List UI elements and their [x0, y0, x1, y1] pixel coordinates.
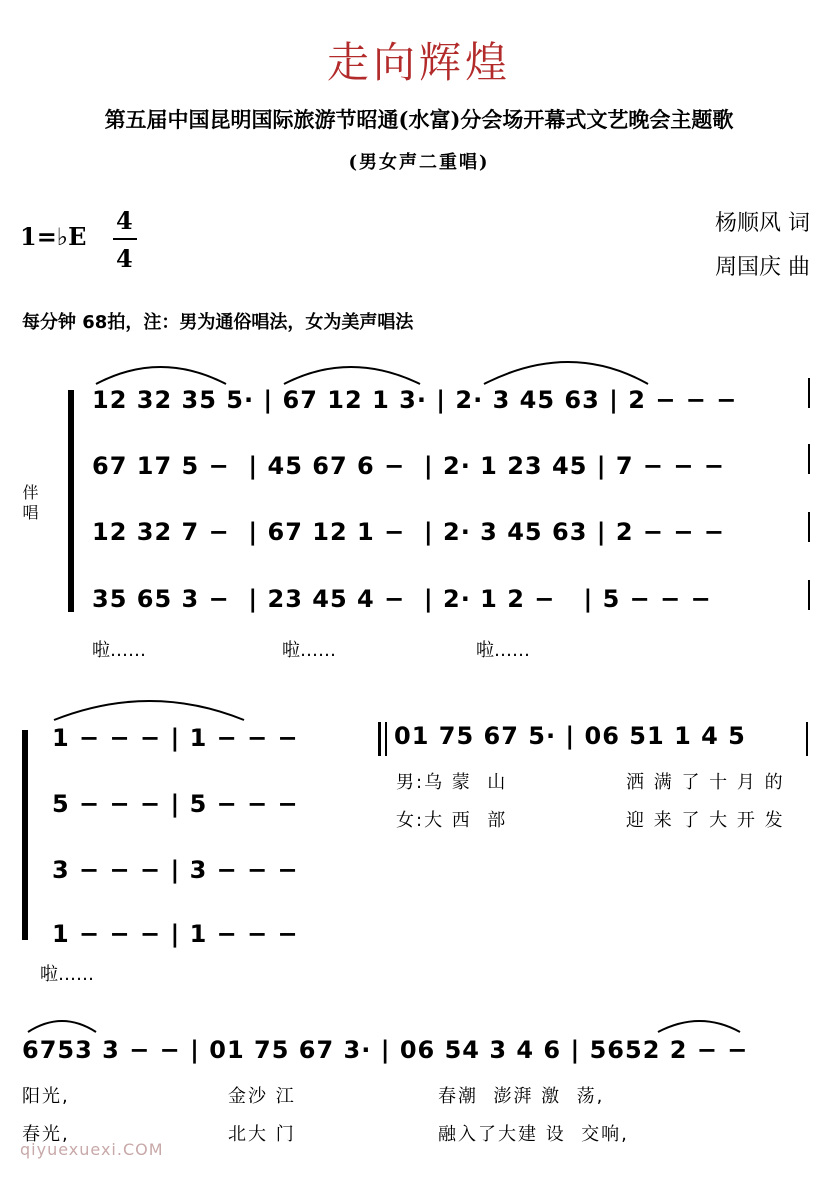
melody-line: 01 75 67 5· | 06 51 1 4 5 — [394, 722, 746, 750]
female-lyric: 女:大 西 部 — [396, 810, 508, 831]
song-performance-note: (男女声二重唱) — [348, 152, 490, 173]
time-signature-bottom: 4 — [116, 244, 133, 273]
score-line: 35 65 3 − | 23 45 4 − | 2· 1 2 − | 5 − − − — [92, 585, 712, 613]
score-line: 67 17 5 − | 45 67 6 − | 2· 1 23 45 | 7 − − − — [92, 452, 725, 480]
song-title: 走向辉煌 — [326, 38, 511, 87]
vocalise-la: 啦…… — [282, 640, 336, 661]
vocalise-la: 啦…… — [92, 640, 146, 661]
score-line: 3 − − − | 3 − − − — [52, 856, 299, 884]
song-subtitle: 第五届中国昆明国际旅游节昭通(水富)分会场开幕式文艺晚会主题歌 — [104, 107, 734, 132]
vocalise-la: 啦…… — [476, 640, 530, 661]
lyric: 春光, — [22, 1124, 70, 1145]
slur-arc — [284, 367, 420, 384]
melody-line: 6753 3 − − | 01 75 67 3· | 06 54 3 4 6 | 5652 2 − − — [22, 1036, 749, 1064]
score-line: 12 32 35 5· | 67 12 1 3· | 2· 3 45 63 | 2 − − − — [92, 386, 738, 414]
slur-arc — [658, 1021, 740, 1032]
tempo-note: 每分钟 68拍，注：男为通俗唱法，女为美声唱法 — [22, 312, 414, 333]
male-lyric: 男:乌 蒙 山 — [396, 772, 508, 793]
key-signature: 1=♭E — [20, 222, 87, 251]
lyricist-credit: 杨顺风 词 — [715, 211, 810, 236]
watermark: qiyuexuexi.COM — [20, 1140, 164, 1159]
male-lyric: 洒 满 了 十 月 的 — [626, 772, 785, 793]
score-line: 5 − − − | 5 − − − — [52, 790, 299, 818]
score-line: 1 − − − | 1 − − − — [52, 920, 299, 948]
slur-arc — [96, 367, 226, 384]
composer-credit: 周国庆 曲 — [715, 255, 810, 280]
slur-arc — [54, 701, 244, 720]
time-signature-top: 4 — [116, 206, 133, 235]
lyric: 融入了大建 设 交响, — [438, 1124, 629, 1145]
chorus-label: 伴唱 — [20, 484, 39, 524]
lyric: 金沙 江 — [228, 1086, 296, 1107]
score-line: 1 − − − | 1 − − − — [52, 724, 299, 752]
lyric: 阳光, — [22, 1086, 70, 1107]
lyric: 春潮 澎湃 激 荡, — [438, 1086, 605, 1107]
female-lyric: 迎 来 了 大 开 发 — [626, 810, 785, 831]
vocalise-la: 啦…… — [40, 964, 94, 985]
slur-arc — [28, 1021, 96, 1032]
slur-arc — [484, 362, 648, 384]
lyric: 北大 门 — [228, 1124, 296, 1145]
score-line: 12 32 7 − | 67 12 1 − | 2· 3 45 63 | 2 − − − — [92, 518, 725, 546]
